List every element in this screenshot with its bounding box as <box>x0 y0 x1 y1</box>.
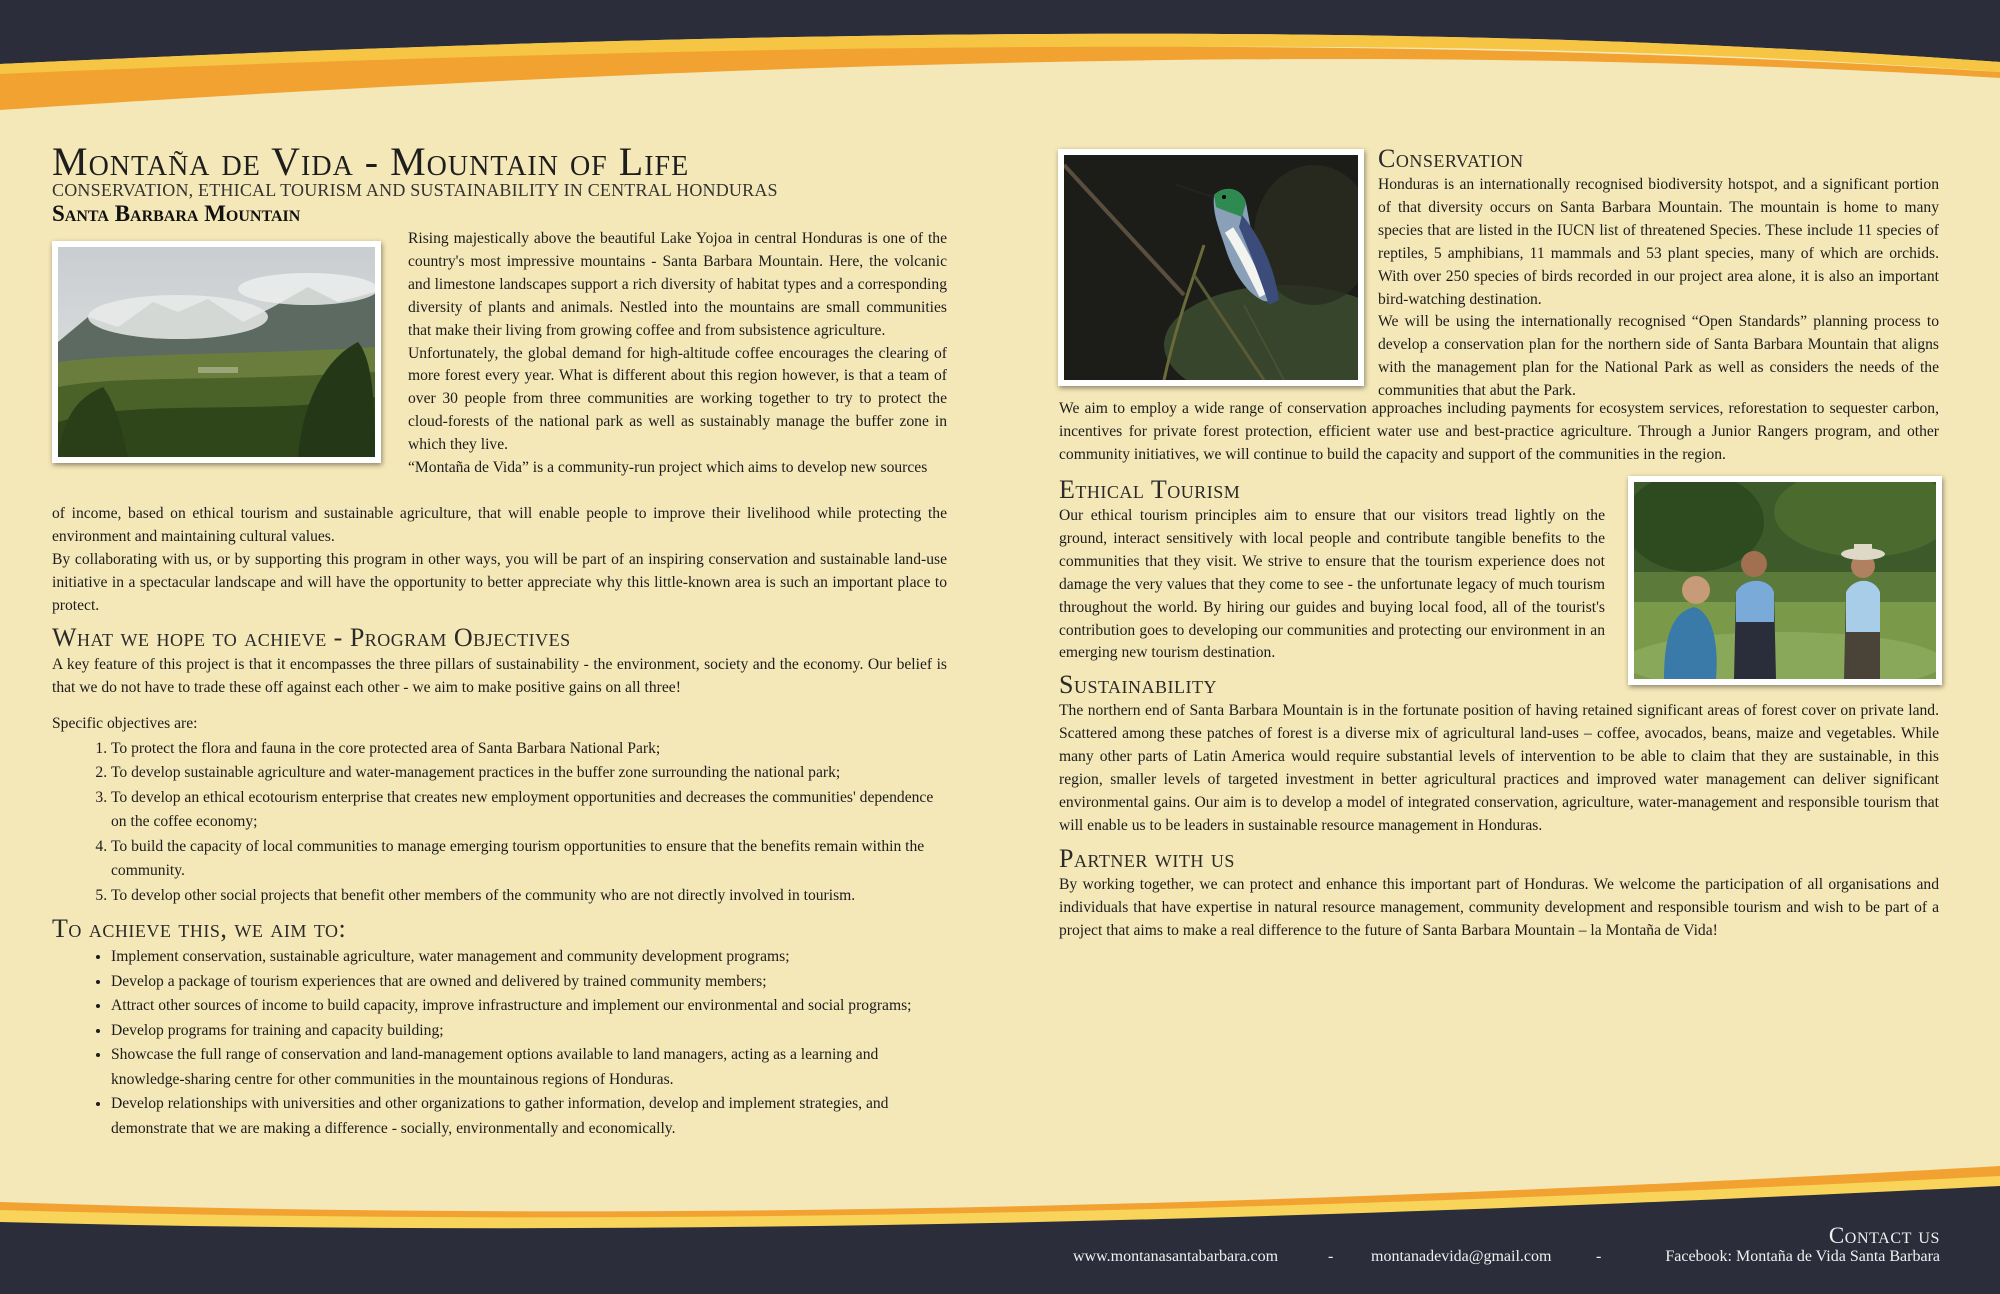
objectives-list <box>52 737 947 909</box>
sustainability-heading: Sustainability <box>1059 670 1217 699</box>
tourism-guides-image <box>1634 482 1936 679</box>
partner-paragraph: By working together, we can protect and enhance this important part of Honduras. We welcome the participation of all organisations and individuals that have expertise in natural resource management, community development and responsible tourism and wish to be part of a project that aims to make a real difference to the future of Santa Barbara Mountain – la Montaña de Vida! <box>1059 876 1939 940</box>
aim-item: • Attract other sources of income to build capacity, improve infrastructure and implement our environmental and social programs; <box>111 994 947 1019</box>
website-link[interactable]: www.montanasantabarbara.com <box>1073 1248 1279 1265</box>
mountain-landscape-image <box>58 247 375 457</box>
intro-paragraph-1: Rising majestically above the beautiful Lake Yojoa in central Honduras is one of the country's most impressive mountains - Santa Barbara Mountain. Here, the volcanic and limestone landscapes support a rich diversity of habitat types and a corresponding diversity of plants and animals. Nestled into the mountains are small communities that make their living from growing coffee and from subsistence agriculture. <box>408 230 947 339</box>
intro-paragraph-3-start: “Montaña de Vida” is a community-run project which aims to develop new sources <box>408 459 928 477</box>
objectives-heading: What we hope to achieve - Program Objectives <box>52 623 571 652</box>
partner-heading: Partner with us <box>1059 844 1235 874</box>
aim-item: • Develop relationships with universities and other organizations to gather information, develop and implement strategies, and demonstrate that we are making a difference - socially, environmentally and economically. <box>111 1092 947 1141</box>
conservation-heading: Conservation <box>1378 144 1524 173</box>
objective-item: 3. To develop an ethical ecotourism enterprise that creates new employment opportunities and decreases the communities' dependence on the coffee economy; <box>111 786 947 835</box>
hummingbird-image <box>1064 155 1358 380</box>
intro-paragraph-4: By collaborating with us, or by supporting this program in other ways, you will be part of an inspiring conservation and sustainable land-use initiative in a spectacular landscape and will have the opportunity to better appreciate why this little-known area is such an important place to protect. <box>52 550 947 614</box>
top-wave-band <box>0 0 2000 120</box>
landscape-photo <box>52 241 381 463</box>
aim-item: • Develop a package of tourism experiences that are owned and delivered by trained community members; <box>111 970 947 995</box>
objective-item: 4. To build the capacity of local communities to manage emerging tourism opportunities to ensure that the benefits remain within the community. <box>111 835 947 884</box>
email-link[interactable]: montanadevida@gmail.com <box>1371 1248 1552 1265</box>
specific-objectives-label: Specific objectives are: <box>52 714 198 732</box>
contact-heading: Contact us <box>1828 1223 1940 1248</box>
conservation-paragraph-2: We will be using the internationally recognised “Open Standards” planning process to develop a conservation plan for the northern side of Santa Barbara Mountain that aligns with the management plan for the National Park as well as considers the needs of the communities that abut the Park. <box>1378 313 1939 400</box>
hummingbird-photo <box>1058 149 1364 386</box>
aims-heading: To achieve this, we aim to: <box>52 914 347 944</box>
aim-item: • Implement conservation, sustainable agriculture, water management and community development programs; <box>111 945 947 970</box>
aims-list <box>52 945 947 1141</box>
guides-photo <box>1628 476 1942 685</box>
objective-item: 1. To protect the flora and fauna in the core protected area of Santa Barbara National Park; <box>111 737 947 762</box>
aim-item: • Develop programs for training and capacity building; <box>111 1019 947 1044</box>
objective-item: 2. To develop sustainable agriculture and water-management practices in the buffer zone surrounding the national park; <box>111 761 947 786</box>
conservation-paragraph-3: We aim to employ a wide range of conservation approaches including payments for ecosystem services, reforestation to sequester carbon, incentives for private forest protection, efficient water use and best-practice agriculture. Through a Junior Rangers program, and other community initiatives, we will continue to build the capacity and support of the communities in the region. <box>1059 400 1939 463</box>
location-heading: Santa Barbara Mountain <box>52 201 301 226</box>
sustainability-paragraph: The northern end of Santa Barbara Mountain is in the fortunate position of having retained significant areas of forest cover on private land. Scattered among these patches of forest is a diverse mix of agricultural land-uses – coffee, avocados, beans, maize and vegetables. While many other parts of Latin America would require substantial levels of intervention to be able to claim that they are sustainable, in this region, smaller levels of targeted investment in better agricultural practices and improved water management can deliver significant environmental gains. Our aim is to develop a model of integrated conservation, agriculture, water-management and responsible tourism that will enable us to be leaders in sustainable resource management in Honduras. <box>1059 702 1939 834</box>
intro-paragraph-2: Unfortunately, the global demand for high-altitude coffee encourages the clearing of more forest every year. What is different about this region however, is that a team of over 30 people from three communities are working together to try to protect the cloud-forests of the national park as well as sustainably manage the buffer zone in which they live. <box>408 344 947 454</box>
footer-separator: - <box>1596 1248 1602 1265</box>
conservation-paragraph-1: Honduras is an internationally recognised biodiversity hotspot, and a significant portion of that diversity occurs on Santa Barbara Mountain. The mountain is home to many species that are listed in the IUCN list of threatened Species. These include 11 species of reptiles, 5 amphibians, 11 mammals and 53 plant species, many of which are orchids. With over 250 species of birds recorded in our project area alone, it is also an important bird-watching destination. <box>1378 176 1939 308</box>
page-subtitle: CONSERVATION, ETHICAL TOURISM AND SUSTAINABILITY IN CENTRAL HONDURAS <box>52 180 778 200</box>
ethical-tourism-paragraph: Our ethical tourism principles aim to ensure that our visitors tread lightly on the ground, interact sensitively with local people and contribute tangible benefits to the communities that they visit. We strive to ensure that the tourism experience does not damage the very values that they come to see - the unfortunate legacy of much tourism throughout the world. By hiring our guides and buying local food, all of the tourist's contribution goes to developing our communities and protecting our environment in an emerging new tourism destination. <box>1059 507 1605 662</box>
objective-item: 5. To develop other social projects that benefit other members of the community who are not directly involved in tourism. <box>111 884 947 909</box>
ethical-tourism-heading: Ethical Tourism <box>1059 475 1241 504</box>
objectives-intro: A key feature of this project is that it encompasses the three pillars of sustainability - the environment, society and the economy. Our belief is that we do not have to trade these off against each other - we aim to make positive gains on all three! <box>52 656 947 696</box>
page-title: Montaña de Vida - Mountain of Life <box>52 139 690 184</box>
aim-item: • Showcase the full range of conservation and land-management options available to land managers, acting as a learning and knowledge-sharing centre for other communities in the mountainous regions of Honduras. <box>111 1043 947 1092</box>
footer-separator: - <box>1328 1248 1334 1265</box>
facebook-link[interactable]: Facebook: Montaña de Vida Santa Barbara <box>1665 1248 1940 1265</box>
intro-paragraph-3-rest: of income, based on ethical tourism and sustainable agriculture, that will enable people to improve their livelihood while protecting the environment and maintaining cultural values. <box>52 505 947 545</box>
